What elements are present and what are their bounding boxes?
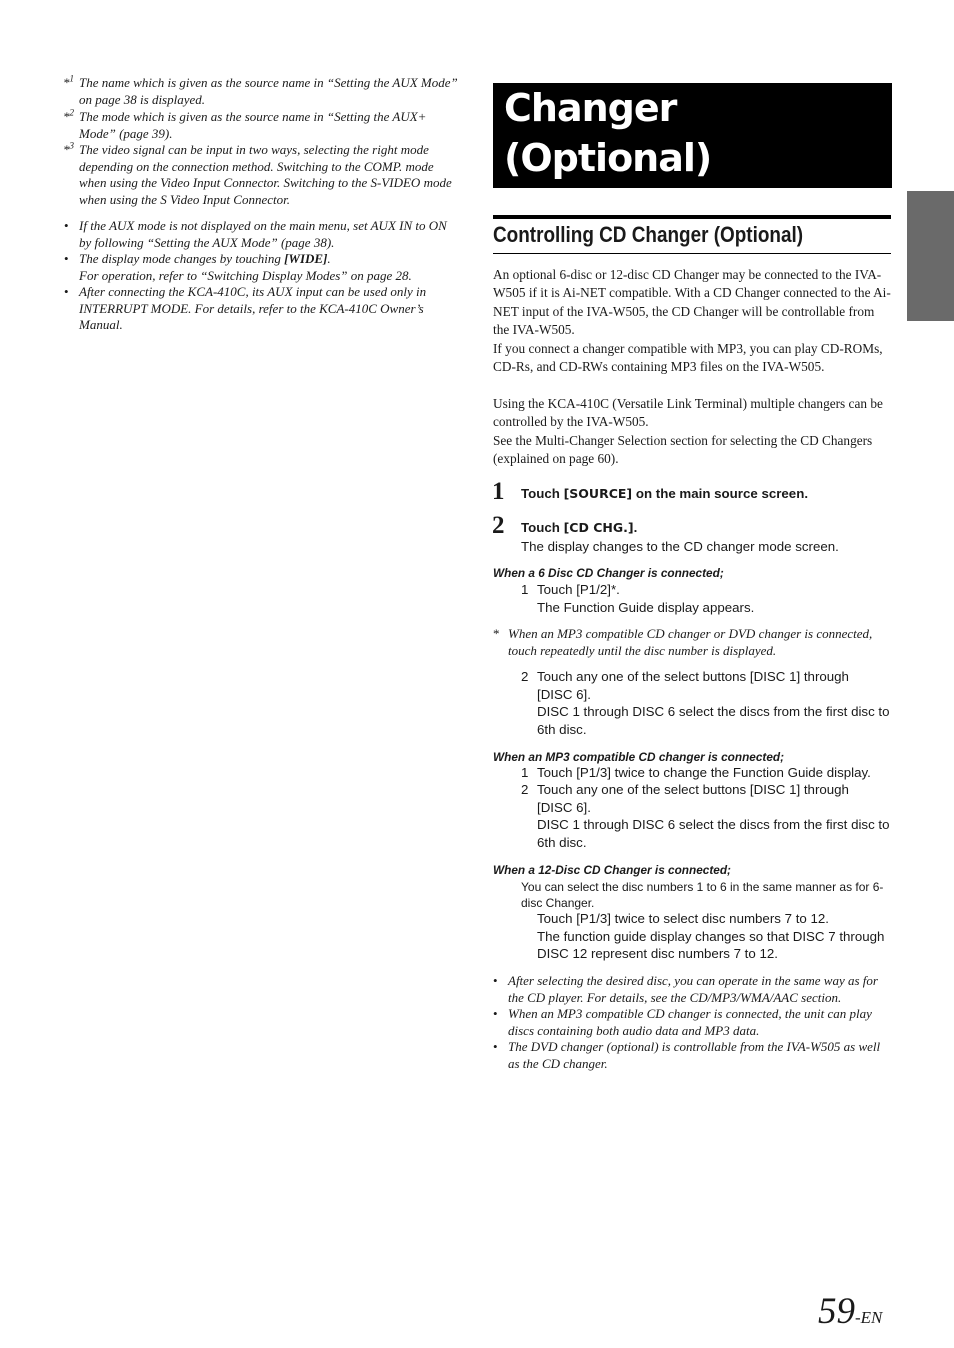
left-note-1 (64, 218, 459, 251)
chapter-title-line-2: (Optional) (504, 136, 712, 180)
footnote-text: The video signal can be input in two ways, selecting the right mode depending on the connection method. Switching to the COMP. mode when using the Video Input Connector. Switching to the S-VIDEO mode when using the S Video Input Connector. (79, 142, 452, 208)
footnote-1 (63, 73, 459, 108)
bullet: • (64, 284, 69, 299)
mp3-heading: When an MP3 compatible CD changer is connected; (493, 750, 785, 764)
footnote-text: The mode which is given as the source name in “Setting the AUX+ Mode” (page 39). (79, 109, 427, 141)
six-disc-item-2: Touch any one of the select buttons [DISC 1] through [DISC 6]. DISC 1 through DISC 6 select the discs from the first disc to 6th disc. (537, 669, 890, 737)
chapter-title-line-1: Changer (504, 86, 677, 130)
mp3-item-1: Touch [P1/3] twice to change the Function Guide display. (537, 765, 871, 780)
section-title: Controlling CD Changer (Optional) (493, 222, 804, 247)
step-2-instruction: Touch [CD CHG.]. (521, 520, 638, 535)
disc-1-key: [DISC 1] (749, 669, 801, 684)
p1-2-key: [P1/2] (576, 582, 611, 597)
right-note-3 (493, 1039, 888, 1072)
bullet: • (493, 1006, 498, 1021)
twelve-disc-intro: You can select the disc numbers 1 to 6 in the same manner as for 6-disc Changer. (521, 880, 884, 910)
p1-3-key: [P1/3] (576, 911, 611, 926)
right-note-text: After selecting the desired disc, you can operate in the same way as for the CD player. For details, see the CD/MP3/WMA/AAC section. (508, 973, 878, 1005)
disc-6-key: [DISC 6] (537, 799, 588, 815)
six-disc-item-1-num: 1 (521, 582, 529, 597)
disc-1-key: [DISC 1] (749, 782, 801, 797)
six-disc-item-2-desc: DISC 1 through DISC 6 select the discs from the first disc to 6th disc. (537, 704, 890, 737)
mp3-item-2-num: 2 (521, 782, 529, 797)
step-2-number: 2 (492, 512, 505, 539)
side-tab-marker (907, 191, 954, 321)
heading-rule-bottom (493, 253, 891, 254)
twelve-disc-instruction: Touch [P1/3] twice to select disc numbers 7 to 12. The function guide display changes so that DISC 7 through DISC 12 represent disc numbers 7 to 12. (537, 911, 885, 961)
twelve-disc-heading: When a 12-Disc CD Changer is connected; (493, 863, 731, 877)
step-1-instruction: Touch [SOURCE] on the main source screen. (521, 486, 809, 501)
step-1-number: 1 (492, 478, 505, 505)
left-note-3 (64, 284, 459, 334)
step-2-description: The display changes to the CD changer mode screen. (521, 539, 839, 554)
footnote-marker: *$^3$ (63, 140, 74, 157)
footnote-marker: *$^1$ (63, 73, 74, 90)
right-note-1 (493, 973, 888, 1006)
page-suffix: -EN (855, 1308, 883, 1327)
wide-key: [WIDE] (284, 251, 328, 266)
bullet: • (64, 218, 69, 233)
cd-chg-key: [CD CHG.] (563, 520, 634, 535)
bullet: • (493, 1039, 498, 1054)
footnote-marker: *$^2$ (63, 107, 74, 124)
mp3-item-2: Touch any one of the select buttons [DISC 1] through [DISC 6]. DISC 1 through DISC 6 select the discs from the first disc to 6th disc. (537, 782, 890, 850)
footnote-text: The name which is given as the source name in “Setting the AUX Mode” on page 38 is displayed. (79, 75, 458, 107)
bullet: • (64, 251, 69, 266)
source-key: [SOURCE] (563, 486, 633, 501)
asterisk-mark: * (493, 626, 500, 641)
footnote-2 (63, 107, 459, 142)
p1-3-key: [P1/3] (576, 765, 611, 780)
intro-paragraph-4: See the Multi-Changer Selection section for selecting the CD Changers (explained on page 60). (493, 433, 873, 467)
left-note-2: • The display mode changes by touching [WIDE]. For operation, refer to “Switching Display Modes” on page 28. (64, 251, 412, 283)
mp3-item-1-num: 1 (521, 765, 529, 780)
mp3-item-2-desc: DISC 1 through DISC 6 select the discs from the first disc to 6th disc. (537, 817, 890, 850)
six-disc-item-1-desc: The Function Guide display appears. (537, 599, 755, 615)
asterisk-note (493, 626, 878, 659)
chapter-title-banner (493, 83, 892, 188)
intro-paragraph-2: If you connect a changer compatible with MP3, you can play CD-ROMs, CD-Rs, and CD-RWs containing MP3 files on the IVA-W505. (493, 341, 883, 375)
asterisk-note-text: When an MP3 compatible CD changer or DVD changer is connected, touch repeatedly until the disc number is displayed. (508, 626, 873, 658)
right-note-text: The DVD changer (optional) is controllable from the IVA-W505 as well as the CD changer. (508, 1039, 881, 1071)
twelve-disc-desc: The function guide display changes so that DISC 7 through DISC 12 represent disc numbers 7 to 12. (537, 928, 885, 961)
bullet: • (493, 973, 498, 988)
six-disc-item-1: Touch [P1/2]*. The Function Guide display appears. (537, 582, 755, 615)
right-note-2 (493, 1006, 888, 1039)
six-disc-item-2-num: 2 (521, 669, 529, 684)
six-disc-heading: When a 6 Disc CD Changer is connected; (493, 566, 724, 580)
left-note-text: If the AUX mode is not displayed on the main menu, set AUX IN to ON by following “Setting the AUX Mode” (page 38). (79, 218, 447, 250)
page-number: 59-EN (818, 1291, 883, 1332)
disc-6-key: [DISC 6] (537, 686, 588, 702)
intro-paragraph-3: Using the KCA-410C (Versatile Link Terminal) multiple changers can be controlled by the IVA-W505. (493, 396, 883, 430)
right-note-text: When an MP3 compatible CD changer is connected, the unit can play discs containing both audio data and MP3 data. (508, 1006, 872, 1038)
footnote-3 (63, 140, 464, 209)
left-note-text: For operation, refer to “Switching Display Modes” on page 28. (79, 267, 412, 283)
intro-paragraph-1: An optional 6-disc or 12-disc CD Changer may be connected to the IVA-W505 if it is Ai-NET compatible. With a CD Changer connected to the Ai-NET input of the IVA-W505, the CD Changer will be controllable from the IVA-W505. (493, 267, 891, 337)
heading-rule-top (493, 215, 891, 219)
left-note-text: After connecting the KCA-410C, its AUX input can be used only in INTERRUPT MODE. For details, refer to the KCA-410C Owner’s Manual. (79, 284, 427, 333)
